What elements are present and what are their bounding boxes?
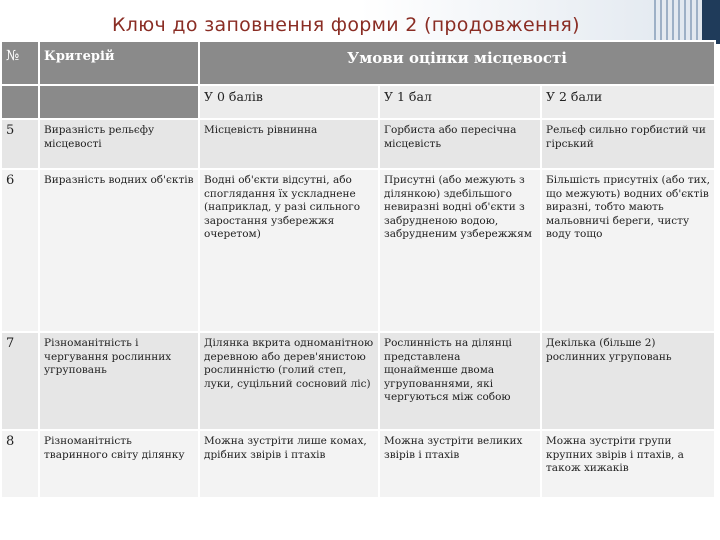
header-criterion: Критерій (39, 41, 199, 85)
table-row (1, 169, 715, 332)
row-score-0: Водні об'єкти відсутні, або споглядання їх ускладнене (наприклад, у разі сильного заростання узбережжя очеретом) (199, 169, 379, 332)
table-row (1, 332, 715, 430)
row-number: 7 (1, 332, 39, 430)
header-score-1: У 1 бал (379, 85, 541, 119)
row-criterion: Різноманітність тваринного світу ділянку (39, 430, 199, 498)
row-score-2: Рельєф сильно горбистий чи гірський (541, 119, 715, 169)
header-score-0: У 0 балів (199, 85, 379, 119)
row-criterion: Виразність рельєфу місцевості (39, 119, 199, 169)
header-conditions: Умови оцінки місцевості (199, 41, 715, 85)
header-num: № (1, 41, 39, 85)
row-score-0: Ділянка вкрита одноманітною деревною або дерев'янистою рослинністю (голий степ, луки, суцільний сосновий ліс) (199, 332, 379, 430)
header-blank-criterion (39, 85, 199, 119)
row-score-2: Більшість присутніх (або тих, що межують) водних об'єктів виразні, тобто мають мальовничі береги, чисту воду тощо (541, 169, 715, 332)
row-criterion: Різноманітність і чергування рослинних угруповань (39, 332, 199, 430)
header-row-main (1, 41, 715, 85)
row-score-1: Присутні (або межують з ділянкою) здебільшого невиразні водні об'єкти з забрудненою водою, забрудненим узбережжям (379, 169, 541, 332)
row-score-0: Місцевість рівнинна (199, 119, 379, 169)
row-score-0: Можна зустріти лише комах, дрібних звірів і птахів (199, 430, 379, 498)
header-blank-num (1, 85, 39, 119)
row-score-1: Горбиста або пересічна місцевість (379, 119, 541, 169)
row-criterion: Виразність водних об'єктів (39, 169, 199, 332)
slide-title: Ключ до заповнення форми 2 (продовження) (112, 14, 580, 36)
header-row-scores (1, 85, 715, 119)
header-score-2: У 2 бали (541, 85, 715, 119)
row-score-2: Декілька (більше 2) рослинних угруповань (541, 332, 715, 430)
table-row (1, 430, 715, 498)
row-number: 6 (1, 169, 39, 332)
row-score-2: Можна зустріти групи крупних звірів і птахів, а також хижаків (541, 430, 715, 498)
evaluation-key-table (0, 40, 716, 499)
row-score-1: Можна зустріти великих звірів і птахів (379, 430, 541, 498)
title-bar-accent (702, 0, 720, 44)
table-row (1, 119, 715, 169)
row-score-1: Рослинність на ділянці представлена щонайменше двома угрупованнями, які чергуються між собою (379, 332, 541, 430)
row-number: 5 (1, 119, 39, 169)
row-number: 8 (1, 430, 39, 498)
